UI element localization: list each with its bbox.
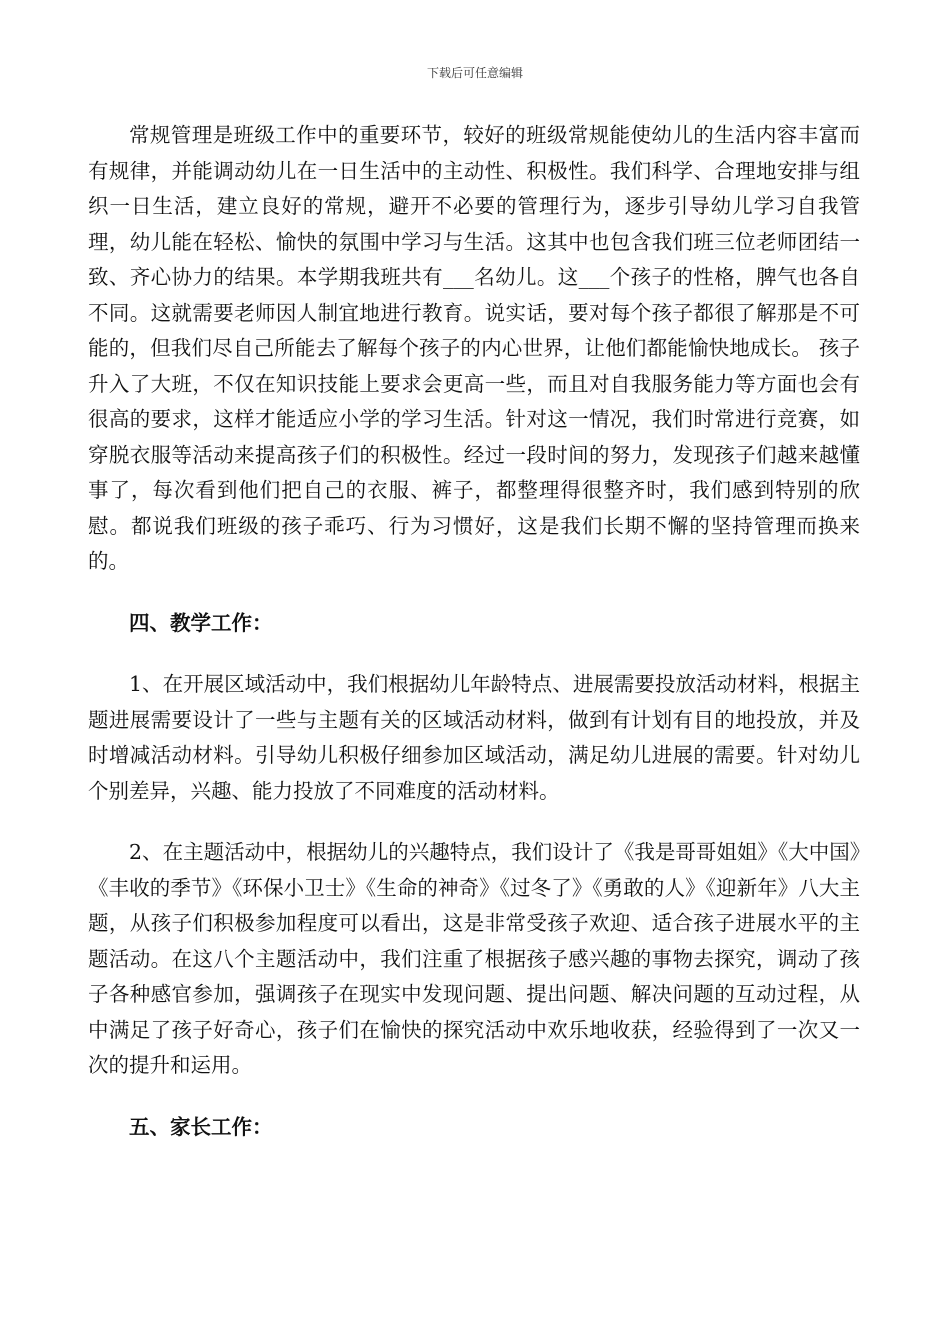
paragraph-teaching-1: 1、在开展区域活动中，我们根据幼儿年龄特点、进展需要投放活动材料，根据主题进展需要设计了一些与主题有关的区域活动材料，做到有计划有目的地投放，并及时增减活动材料。引导幼儿积极仔细参加区域活动，满足幼儿进展的需要。针对幼儿个别差异，兴趣、能力投放了不同难度的活动材料。 [88,672,860,803]
heading-parent-work: 五、家长工作： [129,1114,273,1139]
page-header: 下载后可任意编辑 [426,66,523,80]
paragraph-routine-management: 常规管理是班级工作中的重要环节，较好的班级常规能使幼儿的生活内容丰富而有规律，并能调动幼儿在一日生活中的主动性、积极性。我们科学、合理地安排与组织一日生活，建立良好的常规，避开不必要的管理行为，逐步引导幼儿学习自我管理，幼儿能在轻松、愉快的氛围中学习与生活。这其中也包含我们班三位老师团结一致、齐心协力的结果。本学期我班共有___名幼儿。这___个孩子的性格，脾气也各自不同。这就需要老师因人制宜地进行教育。说实话，要对每个孩子都很了解那是不可能的，但我们尽自己所能去了解每个孩子的内心世界，让他们都能愉快地成长。 孩子升入了大班，不仅在知识技能上要求会更高一些，而且对自我服务能力等方面也会有很高的要求，这样才能适应小学的学习生活。针对这一情况，我们时常进行竞赛，如穿脱衣服等活动来提高孩子们的积极性。经过一段时间的努力，发现孩子们越来越懂事了，每次看到他们把自己的衣服、裤子，都整理得很整齐时，我们感到特别的欣慰。都说我们班级的孩子乖巧、行为习惯好，这是我们长期不懈的坚持管理而换来的。 [88,123,860,573]
paragraph-teaching-2: 2、在主题活动中，根据幼儿的兴趣特点，我们设计了《我是哥哥姐姐》《大中国》《丰收的季节》《环保小卫士》《生命的神奇》《过冬了》《勇敢的人》《迎新年》八大主题，从孩子们积极参加程度可以看出，这是非常受孩子欢迎、适合孩子进展水平的主题活动。在这八个主题活动中，我们注重了根据孩子感兴趣的事物去探究，调动了孩子各种感官参加，强调孩子在现实中发现问题、提出问题、解决问题的互动过程，从中满足了孩子好奇心，孩子们在愉快的探究活动中欢乐地收获，经验得到了一次又一次的提升和运用。 [88,840,860,1077]
heading-teaching-work: 四、教学工作： [129,610,273,635]
document-body [88,118,860,1171]
